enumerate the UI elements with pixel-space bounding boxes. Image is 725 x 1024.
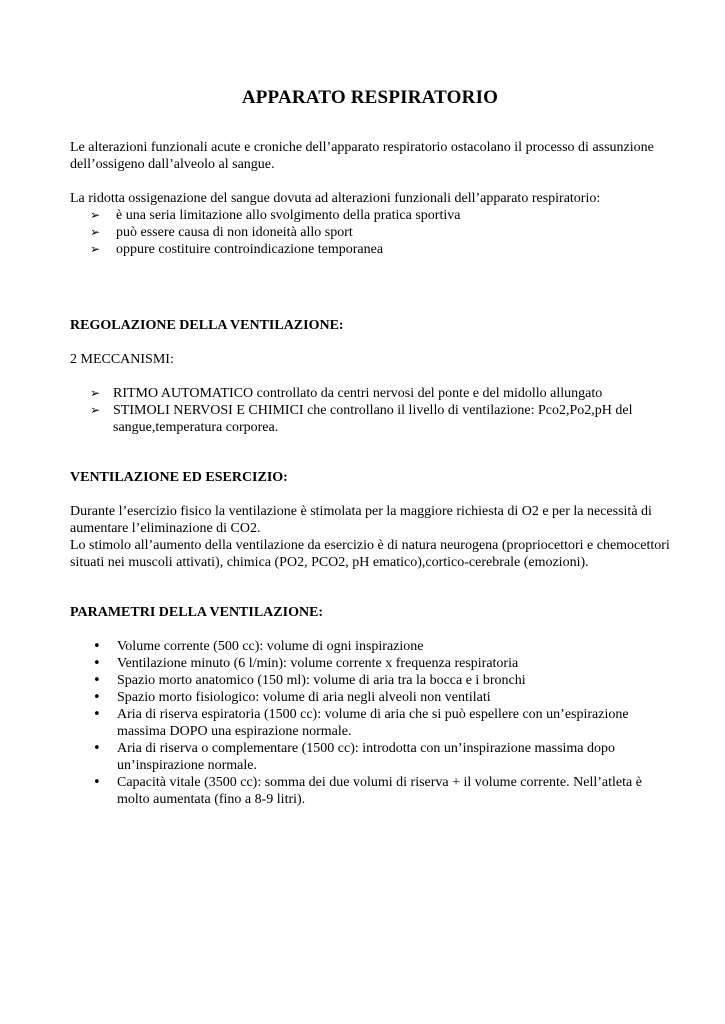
section-heading-parametri: PARAMETRI DELLA VENTILAZIONE:: [70, 605, 324, 620]
intro-paragraph-2: La ridotta ossigenazione del sangue dovuta ad alterazioni funzionali dell’apparato respiratorio:: [70, 191, 601, 206]
bullet-icon: •: [93, 690, 101, 705]
list-item: • Ventilazione minuto (6 l/min): volume corrente x frequenza respiratoria: [93, 656, 519, 671]
bullet-icon: •: [93, 741, 101, 756]
arrow-bullet-icon: ➢: [90, 225, 101, 239]
esercizio-paragraph-1: Durante l’esercizio fisico la ventilazione è stimolata per la maggiore richiesta di O2 e per la necessità di aumentare l’eliminazione di CO2.: [70, 504, 652, 536]
regolazione-subheading: 2 MECCANISMI:: [70, 352, 174, 367]
list-item: ➢ oppure costituire controindicazione temporanea: [90, 242, 384, 257]
bullet-icon: •: [93, 775, 101, 790]
bullet-icon: •: [93, 673, 101, 688]
intro-list: [70, 207, 670, 258]
list-item: ➢ è una seria limitazione allo svolgimento della pratica sportiva: [90, 208, 461, 223]
section-heading-regolazione: REGOLAZIONE DELLA VENTILAZIONE:: [70, 318, 344, 333]
list-item: • Spazio morto anatomico (150 ml): volume di aria tra la bocca e i bronchi: [93, 673, 526, 688]
intro-paragraph-1: Le alterazioni funzionali acute e croniche dell’apparato respiratorio ostacolano il processo di assunzione dell’ossigeno dall’alveolo al sangue.: [70, 140, 654, 172]
document-page: [70, 86, 670, 808]
arrow-bullet-icon: ➢: [90, 386, 101, 400]
regolazione-list: [70, 385, 670, 436]
section-heading-esercizio: VENTILAZIONE ED ESERCIZIO:: [70, 470, 288, 485]
parametri-list: [70, 638, 670, 808]
list-item: • Aria di riserva o complementare (1500 cc): introdotta con un’inspirazione massima dopo un’inspirazione normale.: [93, 741, 616, 773]
list-item: ➢ può essere causa di non idoneità allo sport: [90, 225, 353, 240]
arrow-bullet-icon: ➢: [90, 242, 101, 256]
list-item: • Aria di riserva espiratoria (1500 cc): volume di aria che si può espellere con un’espirazione massima DOPO una espirazione normale.: [93, 707, 629, 739]
bullet-icon: •: [93, 707, 101, 722]
list-item: ➢ RITMO AUTOMATICO controllato da centri nervosi del ponte e del midollo allungato: [90, 386, 603, 401]
arrow-bullet-icon: ➢: [90, 403, 101, 417]
list-item: • Capacità vitale (3500 cc): somma dei due volumi di riserva + il volume corrente. Nell’atleta è molto aumentata (fino a 8-9 litri).: [93, 775, 642, 807]
bullet-icon: •: [93, 656, 101, 671]
list-item: • Volume corrente (500 cc): volume di ogni inspirazione: [93, 639, 424, 654]
arrow-bullet-icon: ➢: [90, 208, 101, 222]
list-item: ➢ STIMOLI NERVOSI E CHIMICI che controllano il livello di ventilazione: Pco2,Po2,pH del sangue,temperatura corporea.: [90, 403, 633, 435]
list-item: • Spazio morto fisiologico: volume di aria negli alveoli non ventilati: [93, 690, 491, 705]
document-title: APPARATO RESPIRATORIO: [241, 87, 499, 108]
bullet-icon: •: [93, 639, 101, 654]
esercizio-paragraph-2: Lo stimolo all’aumento della ventilazione da esercizio è di natura neurogena (propriocettori e chemocettori situati nei muscoli attivati), chimica (PO2, PCO2, pH ematico),cortico-cerebrale (emozioni).: [70, 538, 670, 570]
